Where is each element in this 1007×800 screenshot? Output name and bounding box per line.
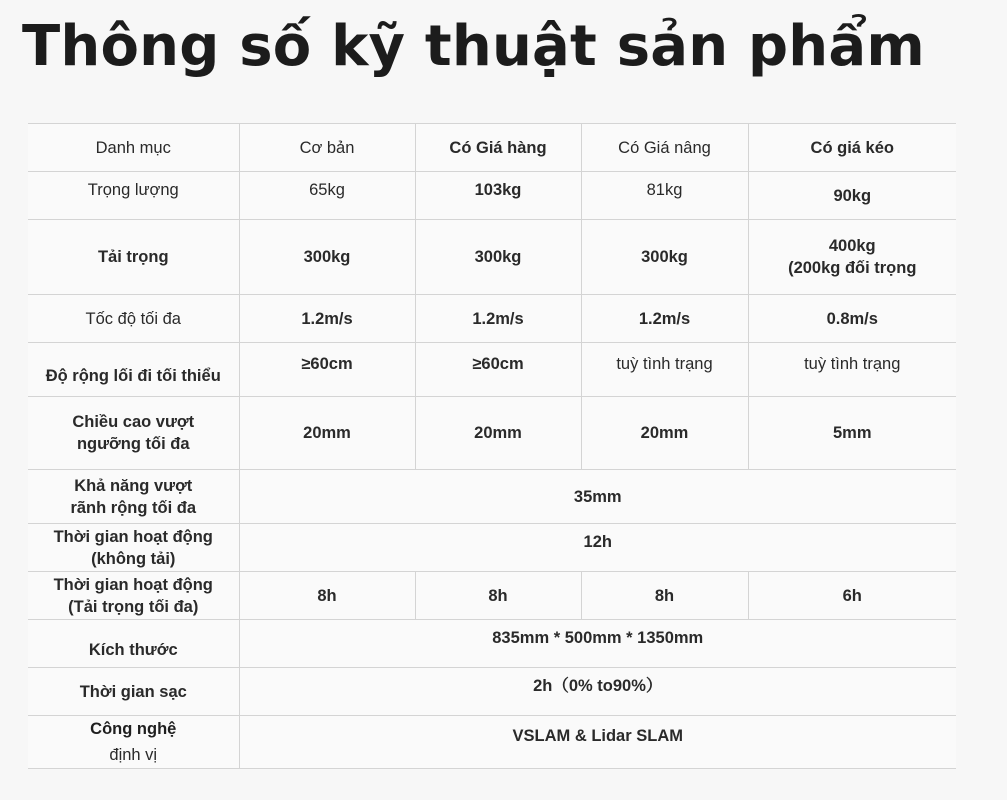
row-label-positioning-line2: định vị	[109, 746, 158, 764]
cell-speed-shelf: 1.2m/s	[415, 295, 581, 343]
row-label-runtime-fullload-line1: Thời gian hoạt động	[53, 575, 213, 594]
row-label-max-gap-line2: rãnh rộng tối đa	[70, 498, 197, 517]
table-row	[28, 295, 956, 343]
row-label-max-gap	[28, 470, 239, 524]
row-label-runtime-noload-line1: Thời gian hoạt động	[53, 527, 213, 546]
cell-weight-basic: 65kg	[239, 166, 415, 214]
row-label-max-threshold-line1: Chiều cao vượt	[72, 413, 195, 431]
cell-load-tow-line1: 400kg	[828, 237, 876, 255]
row-label-weight: Trọng lượng	[28, 166, 239, 214]
table-row	[28, 470, 956, 524]
table-row	[28, 716, 956, 769]
row-label-positioning	[28, 716, 239, 769]
header-shelf: Có Giá hàng	[415, 124, 581, 172]
table-row	[28, 524, 956, 572]
row-label-charge-time: Thời gian sạc	[28, 668, 239, 716]
table-row	[28, 172, 956, 220]
row-label-max-threshold-line2: ngưỡng tối đa	[76, 435, 190, 453]
table-row	[28, 397, 956, 470]
cell-dimensions: 835mm * 500mm * 1350mm	[239, 614, 956, 662]
row-label-dimensions: Kích thước	[28, 626, 239, 674]
header-lift: Có Giá nâng	[581, 124, 748, 172]
table-row	[28, 668, 956, 716]
row-label-runtime-fullload-line2: (Tải trọng tối đa)	[68, 597, 199, 616]
header-basic: Cơ bản	[239, 124, 415, 172]
cell-runtime-full-basic: 8h	[239, 572, 415, 620]
row-label-runtime-noload-line2: (không tải)	[91, 549, 176, 568]
cell-runtime-full-lift: 8h	[581, 572, 748, 620]
row-label-max-speed: Tốc độ tối đa	[28, 295, 239, 343]
header-category: Danh mục	[28, 124, 239, 172]
cell-runtime-noload: 12h	[239, 518, 956, 566]
row-label-min-aisle: Độ rộng lối đi tối thiểu	[28, 349, 239, 403]
cell-load-shelf: 300kg	[415, 220, 581, 295]
cell-speed-lift: 1.2m/s	[581, 295, 748, 343]
cell-aisle-shelf: ≥60cm	[415, 337, 581, 391]
row-label-positioning-line1: Công nghệ	[90, 720, 177, 738]
cell-threshold-tow: 5mm	[748, 397, 956, 470]
cell-threshold-lift: 20mm	[581, 397, 748, 470]
spec-table	[28, 123, 956, 769]
cell-positioning: VSLAM & Lidar SLAM	[239, 710, 956, 763]
row-label-runtime-noload	[28, 524, 239, 572]
cell-threshold-shelf: 20mm	[415, 397, 581, 470]
cell-load-tow-line2: (200kg đối trọng	[788, 259, 917, 277]
cell-weight-tow: 90kg	[748, 172, 956, 220]
cell-speed-basic: 1.2m/s	[239, 295, 415, 343]
header-tow: Có giá kéo	[748, 124, 956, 172]
row-label-max-threshold	[28, 397, 239, 470]
header-row	[28, 124, 956, 172]
cell-weight-shelf: 103kg	[415, 166, 581, 214]
table-row	[28, 572, 956, 620]
cell-speed-tow: 0.8m/s	[748, 295, 956, 343]
cell-load-basic: 300kg	[239, 220, 415, 295]
row-label-max-gap-line1: Khả năng vượt	[74, 476, 193, 495]
table-row	[28, 620, 956, 668]
row-label-load: Tải trọng	[28, 220, 239, 295]
cell-aisle-tow: tuỳ tình trạng	[748, 337, 956, 391]
cell-aisle-lift: tuỳ tình trạng	[581, 337, 748, 391]
table-row	[28, 220, 956, 295]
cell-charge-time: 2h（0% to90%）	[239, 662, 956, 710]
row-label-runtime-fullload	[28, 572, 239, 620]
page-title: Thông số kỹ thuật sản phẩm	[22, 14, 925, 79]
cell-aisle-basic: ≥60cm	[239, 337, 415, 391]
table-row	[28, 343, 956, 397]
cell-load-tow	[748, 220, 956, 295]
cell-weight-lift: 81kg	[581, 166, 748, 214]
cell-runtime-full-shelf: 8h	[415, 572, 581, 620]
cell-max-gap: 35mm	[239, 470, 956, 524]
cell-threshold-basic: 20mm	[239, 397, 415, 470]
cell-runtime-full-tow: 6h	[748, 572, 956, 620]
cell-load-lift: 300kg	[581, 220, 748, 295]
